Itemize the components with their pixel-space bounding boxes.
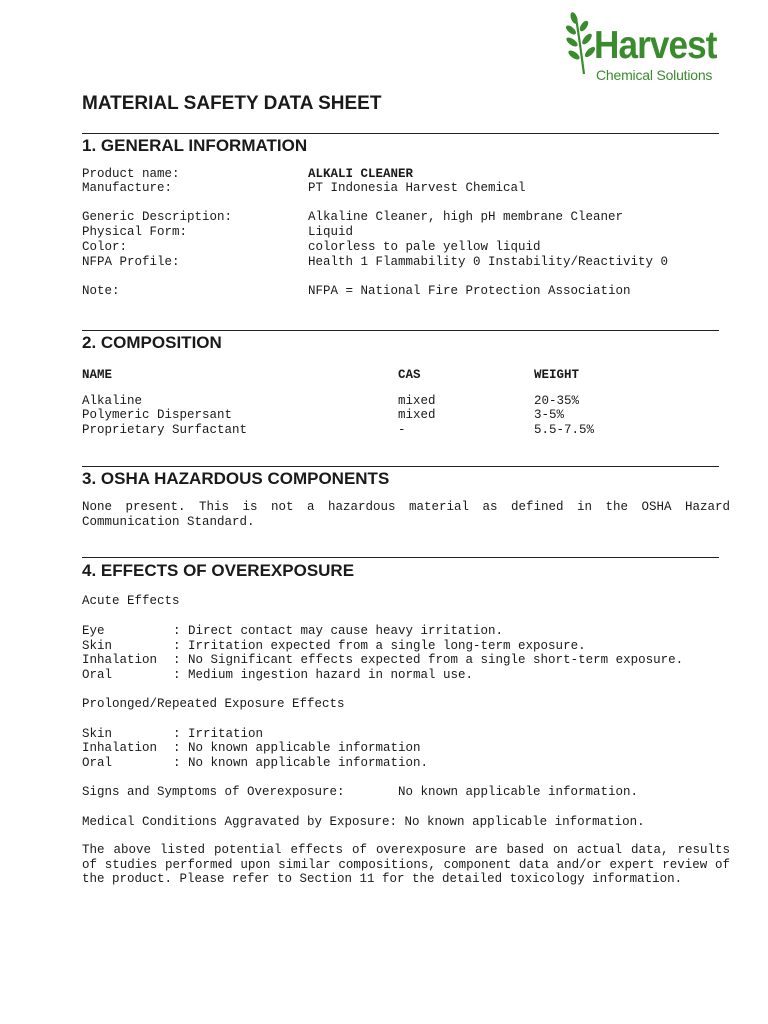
table-cell-name: Proprietary Surfactant bbox=[82, 423, 248, 437]
document-title: MATERIAL SAFETY DATA SHEET bbox=[82, 93, 382, 114]
table-cell-name: Alkaline bbox=[82, 394, 143, 408]
effect-value-skin: : Irritation expected from a single long-term exposure. bbox=[173, 639, 586, 653]
table-cell-cas: - bbox=[398, 423, 406, 437]
effect-label-oral: Oral bbox=[82, 668, 113, 682]
effect-label-skin: Skin bbox=[82, 639, 113, 653]
signs-symptoms-value: No known applicable information. bbox=[398, 785, 639, 799]
company-logo bbox=[566, 12, 736, 84]
info-value-generic-description: Alkaline Cleaner, high pH membrane Cleaner bbox=[308, 210, 624, 224]
section-1-heading: 1. GENERAL INFORMATION bbox=[82, 136, 308, 155]
info-value-nfpa-profile: Health 1 Flammability 0 Instability/Reactivity 0 bbox=[308, 255, 669, 269]
info-value-physical-form: Liquid bbox=[308, 225, 354, 239]
info-label-color: Color: bbox=[82, 240, 128, 254]
info-label-note: Note: bbox=[82, 284, 120, 298]
prolonged-effects-title: Prolonged/Repeated Exposure Effects bbox=[82, 697, 345, 711]
section-divider bbox=[82, 133, 719, 134]
section-2-heading: 2. COMPOSITION bbox=[82, 333, 222, 352]
section-divider bbox=[82, 557, 719, 558]
prolonged-value-inhalation: : No known applicable information bbox=[173, 741, 421, 755]
section-divider bbox=[82, 466, 719, 467]
effect-value-eye: : Direct contact may cause heavy irritation. bbox=[173, 624, 504, 638]
prolonged-label-oral: Oral bbox=[82, 756, 113, 770]
effect-label-eye: Eye bbox=[82, 624, 105, 638]
column-header-cas: CAS bbox=[398, 368, 421, 382]
effect-value-oral: : Medium ingestion hazard in normal use. bbox=[173, 668, 474, 682]
prolonged-value-skin: : Irritation bbox=[173, 727, 264, 741]
effect-label-inhalation: Inhalation bbox=[82, 653, 158, 667]
info-label-physical-form: Physical Form: bbox=[82, 225, 188, 239]
acute-effects-title: Acute Effects bbox=[82, 594, 180, 608]
table-cell-cas: mixed bbox=[398, 408, 436, 422]
table-cell-weight: 20-35% bbox=[534, 394, 580, 408]
prolonged-label-skin: Skin bbox=[82, 727, 113, 741]
column-header-weight: WEIGHT bbox=[534, 368, 580, 382]
section-3-heading: 3. OSHA HAZARDOUS COMPONENTS bbox=[82, 469, 390, 488]
info-value-color: colorless to pale yellow liquid bbox=[308, 240, 541, 254]
signs-symptoms-label: Signs and Symptoms of Overexposure: bbox=[82, 785, 345, 799]
info-label-generic-description: Generic Description: bbox=[82, 210, 233, 224]
column-header-name: NAME bbox=[82, 368, 113, 382]
info-value-product-name: ALKALI CLEANER bbox=[308, 167, 414, 181]
prolonged-label-inhalation: Inhalation bbox=[82, 741, 158, 755]
logo-wordmark: Harvest bbox=[594, 24, 717, 67]
info-label-manufacture: Manufacture: bbox=[82, 181, 173, 195]
prolonged-value-oral: : No known applicable information. bbox=[173, 756, 429, 770]
table-cell-cas: mixed bbox=[398, 394, 436, 408]
table-cell-name: Polymeric Dispersant bbox=[82, 408, 233, 422]
effect-value-inhalation: : No Significant effects expected from a single short-term exposure. bbox=[173, 653, 684, 667]
logo-tagline: Chemical Solutions bbox=[596, 67, 713, 83]
info-value-note: NFPA = National Fire Protection Association bbox=[308, 284, 631, 298]
info-label-nfpa-profile: NFPA Profile: bbox=[82, 255, 180, 269]
table-cell-weight: 5.5-7.5% bbox=[534, 423, 595, 437]
info-label-product-name: Product name: bbox=[82, 167, 180, 181]
overexposure-note: The above listed potential effects of overexposure are based on actual data, results of studies performed upon similar compositions, component data and/or expert review of the product. Please refer to Section 11 for the detailed toxicology information. bbox=[82, 843, 730, 887]
table-cell-weight: 3-5% bbox=[534, 408, 565, 422]
info-value-manufacture: PT Indonesia Harvest Chemical bbox=[308, 181, 526, 195]
section-4-heading: 4. EFFECTS OF OVEREXPOSURE bbox=[82, 561, 355, 580]
section-divider bbox=[82, 330, 719, 331]
osha-statement: None present. This is not a hazardous material as defined in the OSHA Hazard Communication Standard. bbox=[82, 500, 730, 529]
medical-conditions: Medical Conditions Aggravated by Exposure: No known applicable information. bbox=[82, 815, 645, 829]
